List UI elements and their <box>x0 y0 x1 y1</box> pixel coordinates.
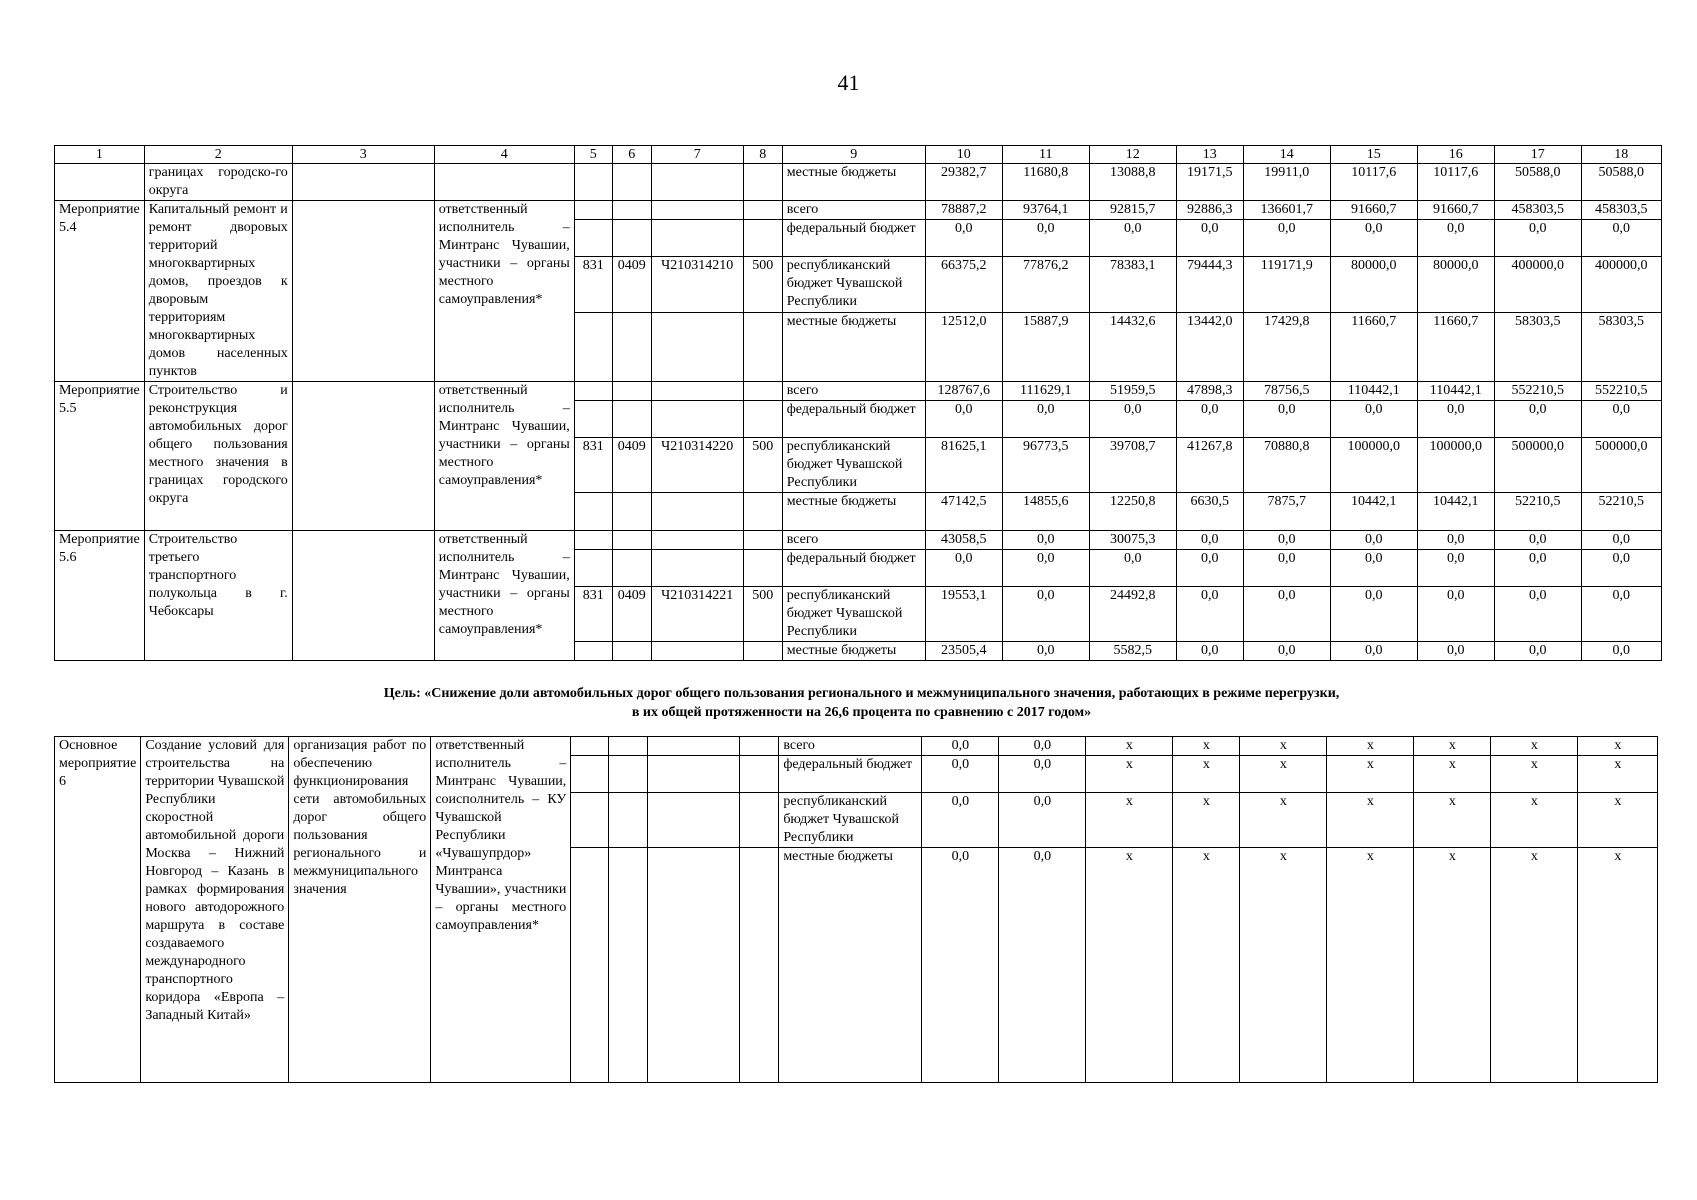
amount-cell: x <box>1086 793 1173 848</box>
amount-cell: x <box>1240 848 1327 1083</box>
amount-cell: 0,0 <box>1417 587 1494 642</box>
empty-cell <box>743 382 782 401</box>
empty-cell <box>651 382 743 401</box>
code-vr: 500 <box>743 587 782 642</box>
code-rzpr: 0409 <box>612 438 651 493</box>
empty-cell <box>651 312 743 381</box>
amount-cell: 100000,0 <box>1330 438 1417 493</box>
empty-cell <box>651 531 743 550</box>
amount-cell: 10117,6 <box>1417 164 1494 201</box>
amount-cell: 0,0 <box>1002 550 1089 587</box>
empty-cell <box>651 220 743 257</box>
amount-cell: x <box>1414 793 1491 848</box>
amount-cell: 43058,5 <box>925 531 1002 550</box>
amount-cell: 29382,7 <box>925 164 1002 201</box>
event-executor: ответственный исполнитель – Минтранс Чувашии, участники – органы местного самоуправления* <box>434 201 574 382</box>
code-grbs: 831 <box>574 438 612 493</box>
column-number: 12 <box>1089 146 1176 164</box>
funding-source: местные бюджеты <box>782 493 925 531</box>
amount-cell: 0,0 <box>1002 642 1089 661</box>
amount-cell: 5582,5 <box>1089 642 1176 661</box>
empty-cell <box>571 756 609 793</box>
amount-cell: x <box>1491 793 1578 848</box>
amount-cell: 23505,4 <box>925 642 1002 661</box>
empty-cell <box>648 848 740 1083</box>
empty-cell <box>651 164 743 201</box>
amount-cell: 81625,1 <box>925 438 1002 493</box>
amount-cell: 0,0 <box>1494 531 1581 550</box>
empty-cell <box>612 493 651 531</box>
amount-cell: 47898,3 <box>1176 382 1243 401</box>
amount-cell: 0,0 <box>1494 220 1581 257</box>
empty-cell <box>609 756 648 793</box>
amount-cell: 39708,7 <box>1089 438 1176 493</box>
amount-cell: 0,0 <box>922 737 999 756</box>
amount-cell: 10117,6 <box>1330 164 1417 201</box>
empty-cell <box>743 550 782 587</box>
funding-source: местные бюджеты <box>782 164 925 201</box>
empty-cell <box>743 312 782 381</box>
amount-cell: 0,0 <box>1494 587 1581 642</box>
event-name: границах городско-го округа <box>144 164 292 201</box>
empty-cell <box>743 531 782 550</box>
empty-cell <box>571 737 609 756</box>
code-csr: Ч210314210 <box>651 257 743 312</box>
amount-cell: 50588,0 <box>1494 164 1581 201</box>
amount-cell: 128767,6 <box>925 382 1002 401</box>
amount-cell: x <box>1327 737 1414 756</box>
amount-cell: 0,0 <box>1417 531 1494 550</box>
amount-cell: 24492,8 <box>1089 587 1176 642</box>
column-number: 14 <box>1243 146 1330 164</box>
empty-cell <box>609 737 648 756</box>
column-number: 9 <box>782 146 925 164</box>
amount-cell: 12250,8 <box>1089 493 1176 531</box>
amount-cell: 0,0 <box>999 848 1086 1083</box>
funding-source: республиканский бюджет Чувашской Республики <box>782 257 925 312</box>
amount-cell: 7875,7 <box>1243 493 1330 531</box>
amount-cell: 0,0 <box>1089 401 1176 438</box>
column-number: 8 <box>743 146 782 164</box>
amount-cell: 0,0 <box>1243 401 1330 438</box>
empty-cell <box>292 382 434 531</box>
empty-cell <box>743 164 782 201</box>
funding-source: всего <box>782 531 925 550</box>
amount-cell: x <box>1578 848 1658 1083</box>
column-number: 4 <box>434 146 574 164</box>
code-vr: 500 <box>743 257 782 312</box>
main-event-table <box>54 736 1658 1083</box>
amount-cell: 78383,1 <box>1089 257 1176 312</box>
empty-cell <box>612 401 651 438</box>
column-number: 2 <box>144 146 292 164</box>
amount-cell: x <box>1086 737 1173 756</box>
amount-cell: 30075,3 <box>1089 531 1176 550</box>
amount-cell: 58303,5 <box>1581 312 1661 381</box>
amount-cell: x <box>1086 848 1173 1083</box>
table-row <box>55 164 1662 201</box>
amount-cell: 19553,1 <box>925 587 1002 642</box>
amount-cell: x <box>1414 737 1491 756</box>
empty-cell <box>651 201 743 220</box>
code-rzpr: 0409 <box>612 587 651 642</box>
amount-cell: x <box>1173 737 1240 756</box>
funding-source: всего <box>779 737 922 756</box>
amount-cell: 0,0 <box>1581 401 1661 438</box>
empty-cell <box>648 737 740 756</box>
amount-cell: 0,0 <box>999 737 1086 756</box>
code-csr: Ч210314221 <box>651 587 743 642</box>
amount-cell: 78887,2 <box>925 201 1002 220</box>
column-number: 6 <box>612 146 651 164</box>
funding-source: всего <box>782 382 925 401</box>
event-name: Капитальный ремонт и ремонт дворовых территорий многоквартирных домов, проездов к дворовым территориям многоквартирных домов населенных пунктов <box>144 201 292 382</box>
amount-cell: 10442,1 <box>1330 493 1417 531</box>
amount-cell: x <box>1414 848 1491 1083</box>
event-label: Мероприятие 5.6 <box>55 531 145 661</box>
amount-cell: x <box>1086 756 1173 793</box>
amount-cell: 12512,0 <box>925 312 1002 381</box>
amount-cell: 119171,9 <box>1243 257 1330 312</box>
empty-cell <box>740 737 779 756</box>
amount-cell: 51959,5 <box>1089 382 1176 401</box>
amount-cell: 52210,5 <box>1494 493 1581 531</box>
empty-cell <box>651 550 743 587</box>
empty-cell <box>651 642 743 661</box>
code-grbs: 831 <box>574 257 612 312</box>
empty-cell <box>743 493 782 531</box>
empty-cell <box>740 848 779 1083</box>
empty-cell <box>612 642 651 661</box>
amount-cell: 0,0 <box>1176 531 1243 550</box>
amount-cell: 92815,7 <box>1089 201 1176 220</box>
amount-cell: 110442,1 <box>1330 382 1417 401</box>
amount-cell: 0,0 <box>1089 220 1176 257</box>
column-number: 16 <box>1417 146 1494 164</box>
empty-cell <box>55 164 145 201</box>
empty-cell <box>292 531 434 661</box>
empty-cell <box>612 550 651 587</box>
code-grbs: 831 <box>574 587 612 642</box>
amount-cell: 17429,8 <box>1243 312 1330 381</box>
amount-cell: 0,0 <box>1002 531 1089 550</box>
amount-cell: x <box>1240 793 1327 848</box>
amount-cell: 92886,3 <box>1176 201 1243 220</box>
empty-cell <box>574 312 612 381</box>
amount-cell: 0,0 <box>999 756 1086 793</box>
event-label: Основное мероприятие 6 <box>55 737 141 1083</box>
amount-cell: 0,0 <box>922 848 999 1083</box>
amount-cell: 0,0 <box>1243 220 1330 257</box>
empty-cell <box>574 401 612 438</box>
table-row <box>55 201 1662 220</box>
event-label: Мероприятие 5.4 <box>55 201 145 382</box>
amount-cell: 0,0 <box>925 550 1002 587</box>
amount-cell: 0,0 <box>1494 550 1581 587</box>
amount-cell: 0,0 <box>925 220 1002 257</box>
amount-cell: 458303,5 <box>1581 201 1661 220</box>
empty-cell <box>434 164 574 201</box>
goal-line-1: Цель: «Снижение доли автомобильных дорог общего пользования регионального и межмуниципального значения, работающих в режиме перегрузки, <box>383 686 1340 701</box>
amount-cell: 0,0 <box>1002 220 1089 257</box>
amount-cell: 11660,7 <box>1417 312 1494 381</box>
code-vr: 500 <box>743 438 782 493</box>
empty-cell <box>574 220 612 257</box>
amount-cell: 6630,5 <box>1176 493 1243 531</box>
column-number: 7 <box>651 146 743 164</box>
amount-cell: 19911,0 <box>1243 164 1330 201</box>
empty-cell <box>571 793 609 848</box>
amount-cell: 52210,5 <box>1581 493 1661 531</box>
amount-cell: 10442,1 <box>1417 493 1494 531</box>
amount-cell: x <box>1240 756 1327 793</box>
empty-cell <box>740 756 779 793</box>
amount-cell: 0,0 <box>1002 401 1089 438</box>
funding-source: республиканский бюджет Чувашской Республики <box>782 438 925 493</box>
empty-cell <box>743 642 782 661</box>
amount-cell: 80000,0 <box>1330 257 1417 312</box>
amount-cell: x <box>1327 756 1414 793</box>
code-csr: Ч210314220 <box>651 438 743 493</box>
amount-cell: 500000,0 <box>1494 438 1581 493</box>
empty-cell <box>574 164 612 201</box>
funding-source: федеральный бюджет <box>782 401 925 438</box>
amount-cell: 78756,5 <box>1243 382 1330 401</box>
empty-cell <box>651 401 743 438</box>
empty-cell <box>574 531 612 550</box>
amount-cell: 0,0 <box>925 401 1002 438</box>
amount-cell: x <box>1327 848 1414 1083</box>
amount-cell: 0,0 <box>1417 401 1494 438</box>
amount-cell: x <box>1240 737 1327 756</box>
amount-cell: 11660,7 <box>1330 312 1417 381</box>
column-number-row <box>55 146 1662 164</box>
empty-cell <box>574 493 612 531</box>
funding-source: республиканский бюджет Чувашской Республики <box>782 587 925 642</box>
amount-cell: 110442,1 <box>1417 382 1494 401</box>
amount-cell: 400000,0 <box>1581 257 1661 312</box>
funding-source: местные бюджеты <box>779 848 922 1083</box>
amount-cell: 70880,8 <box>1243 438 1330 493</box>
amount-cell: x <box>1173 793 1240 848</box>
amount-cell: 91660,7 <box>1330 201 1417 220</box>
empty-cell <box>571 848 609 1083</box>
amount-cell: 0,0 <box>1176 642 1243 661</box>
event-name: Строительство и реконструкция автомобильных дорог общего пользования местного значения в границах городского округа <box>144 382 292 531</box>
amount-cell: 96773,5 <box>1002 438 1089 493</box>
amount-cell: 41267,8 <box>1176 438 1243 493</box>
funding-source: местные бюджеты <box>782 312 925 381</box>
funding-source: республиканский бюджет Чувашской Республики <box>779 793 922 848</box>
amount-cell: 0,0 <box>1243 531 1330 550</box>
empty-cell <box>651 493 743 531</box>
amount-cell: 13088,8 <box>1089 164 1176 201</box>
amount-cell: 15887,9 <box>1002 312 1089 381</box>
column-number: 1 <box>55 146 145 164</box>
amount-cell: 13442,0 <box>1176 312 1243 381</box>
amount-cell: 50588,0 <box>1581 164 1661 201</box>
amount-cell: 0,0 <box>1243 587 1330 642</box>
amount-cell: 0,0 <box>1330 550 1417 587</box>
amount-cell: 0,0 <box>1494 642 1581 661</box>
amount-cell: x <box>1173 848 1240 1083</box>
empty-cell <box>292 201 434 382</box>
amount-cell: 111629,1 <box>1002 382 1089 401</box>
amount-cell: 0,0 <box>1417 550 1494 587</box>
empty-cell <box>612 164 651 201</box>
amount-cell: 66375,2 <box>925 257 1002 312</box>
empty-cell <box>574 550 612 587</box>
empty-cell <box>612 312 651 381</box>
page-number: 41 <box>837 70 860 95</box>
empty-cell <box>612 531 651 550</box>
empty-cell <box>574 642 612 661</box>
budget-table <box>54 145 1662 661</box>
amount-cell: 58303,5 <box>1494 312 1581 381</box>
funding-source: федеральный бюджет <box>779 756 922 793</box>
table-row <box>55 737 1658 756</box>
amount-cell: 0,0 <box>1243 642 1330 661</box>
empty-cell <box>743 220 782 257</box>
amount-cell: x <box>1491 848 1578 1083</box>
column-number: 17 <box>1494 146 1581 164</box>
goal-line-2: в их общей протяженности на 26,6 процента по сравнению с 2017 годом» <box>631 705 1092 720</box>
amount-cell: 47142,5 <box>925 493 1002 531</box>
empty-cell <box>609 793 648 848</box>
amount-cell: 0,0 <box>1002 587 1089 642</box>
amount-cell: 0,0 <box>1330 220 1417 257</box>
event-name: Создание условий для строительства на территории Чувашской Республики скоростной автомобильной дороги Москва – Нижний Новгород – Казань в рамках формирования нового автодорожного маршрута в составе создаваемого международного транспортного коридора «Европа – Западный Китай» <box>141 737 289 1083</box>
event-executor: ответственный исполнитель – Минтранс Чувашии, участники – органы местного самоуправления* <box>434 531 574 661</box>
amount-cell: x <box>1491 756 1578 793</box>
empty-cell <box>609 848 648 1083</box>
table-row <box>55 531 1662 550</box>
empty-cell <box>612 220 651 257</box>
amount-cell: 93764,1 <box>1002 201 1089 220</box>
amount-cell: 0,0 <box>1581 587 1661 642</box>
amount-cell: 0,0 <box>1176 587 1243 642</box>
empty-cell <box>743 401 782 438</box>
amount-cell: 100000,0 <box>1417 438 1494 493</box>
amount-cell: 0,0 <box>1494 401 1581 438</box>
amount-cell: 91660,7 <box>1417 201 1494 220</box>
empty-cell <box>292 164 434 201</box>
amount-cell: 458303,5 <box>1494 201 1581 220</box>
amount-cell: x <box>1578 737 1658 756</box>
amount-cell: 14855,6 <box>1002 493 1089 531</box>
column-number: 18 <box>1581 146 1661 164</box>
amount-cell: 0,0 <box>1581 531 1661 550</box>
amount-cell: 0,0 <box>1330 642 1417 661</box>
amount-cell: 79444,3 <box>1176 257 1243 312</box>
amount-cell: 500000,0 <box>1581 438 1661 493</box>
event-name: Строительство третьего транспортного полукольца в г. Чебоксары <box>144 531 292 661</box>
amount-cell: 0,0 <box>999 793 1086 848</box>
amount-cell: 552210,5 <box>1581 382 1661 401</box>
amount-cell: x <box>1327 793 1414 848</box>
goal-heading <box>54 684 1669 722</box>
amount-cell: 0,0 <box>1243 550 1330 587</box>
amount-cell: 80000,0 <box>1417 257 1494 312</box>
column-number: 11 <box>1002 146 1089 164</box>
column-number: 5 <box>574 146 612 164</box>
amount-cell: 400000,0 <box>1494 257 1581 312</box>
amount-cell: 0,0 <box>1330 531 1417 550</box>
empty-cell <box>574 382 612 401</box>
column-number: 10 <box>925 146 1002 164</box>
column-number: 15 <box>1330 146 1417 164</box>
amount-cell: x <box>1173 756 1240 793</box>
amount-cell: 0,0 <box>1176 550 1243 587</box>
event-executor: ответственный исполнитель – Минтранс Чувашии, участники – органы местного самоуправления* <box>434 382 574 531</box>
amount-cell: 0,0 <box>1330 401 1417 438</box>
amount-cell: 0,0 <box>1176 401 1243 438</box>
funding-source: местные бюджеты <box>782 642 925 661</box>
funding-source: федеральный бюджет <box>782 550 925 587</box>
funding-source: всего <box>782 201 925 220</box>
amount-cell: 136601,7 <box>1243 201 1330 220</box>
amount-cell: 0,0 <box>1089 550 1176 587</box>
empty-cell <box>648 756 740 793</box>
event-executor: ответственный исполнитель – Минтранс Чувашии, соисполнитель – КУ Чувашской Республики «Чувашупрдор» Минтранса Чувашии», участники – органы местного самоуправления* <box>431 737 571 1083</box>
amount-cell: x <box>1578 756 1658 793</box>
column-number: 3 <box>292 146 434 164</box>
amount-cell: 0,0 <box>1417 220 1494 257</box>
amount-cell: 0,0 <box>1581 550 1661 587</box>
amount-cell: 11680,8 <box>1002 164 1089 201</box>
empty-cell <box>612 201 651 220</box>
empty-cell <box>648 793 740 848</box>
code-rzpr: 0409 <box>612 257 651 312</box>
amount-cell: 0,0 <box>1581 642 1661 661</box>
empty-cell <box>574 201 612 220</box>
table-row <box>55 382 1662 401</box>
amount-cell: 0,0 <box>1417 642 1494 661</box>
amount-cell: 0,0 <box>1581 220 1661 257</box>
column-number: 13 <box>1176 146 1243 164</box>
amount-cell: x <box>1414 756 1491 793</box>
funding-source: федеральный бюджет <box>782 220 925 257</box>
amount-cell: x <box>1578 793 1658 848</box>
empty-cell <box>743 201 782 220</box>
amount-cell: 0,0 <box>1330 587 1417 642</box>
amount-cell: 552210,5 <box>1494 382 1581 401</box>
amount-cell: 19171,5 <box>1176 164 1243 201</box>
amount-cell: x <box>1491 737 1578 756</box>
amount-cell: 0,0 <box>922 793 999 848</box>
empty-cell <box>612 382 651 401</box>
event-relation: организация работ по обеспечению функционирования сети автомобильных дорог общего пользования регионального и межмуниципального значения <box>289 737 431 1083</box>
amount-cell: 77876,2 <box>1002 257 1089 312</box>
amount-cell: 0,0 <box>922 756 999 793</box>
empty-cell <box>740 793 779 848</box>
amount-cell: 0,0 <box>1176 220 1243 257</box>
event-label: Мероприятие 5.5 <box>55 382 145 531</box>
amount-cell: 14432,6 <box>1089 312 1176 381</box>
